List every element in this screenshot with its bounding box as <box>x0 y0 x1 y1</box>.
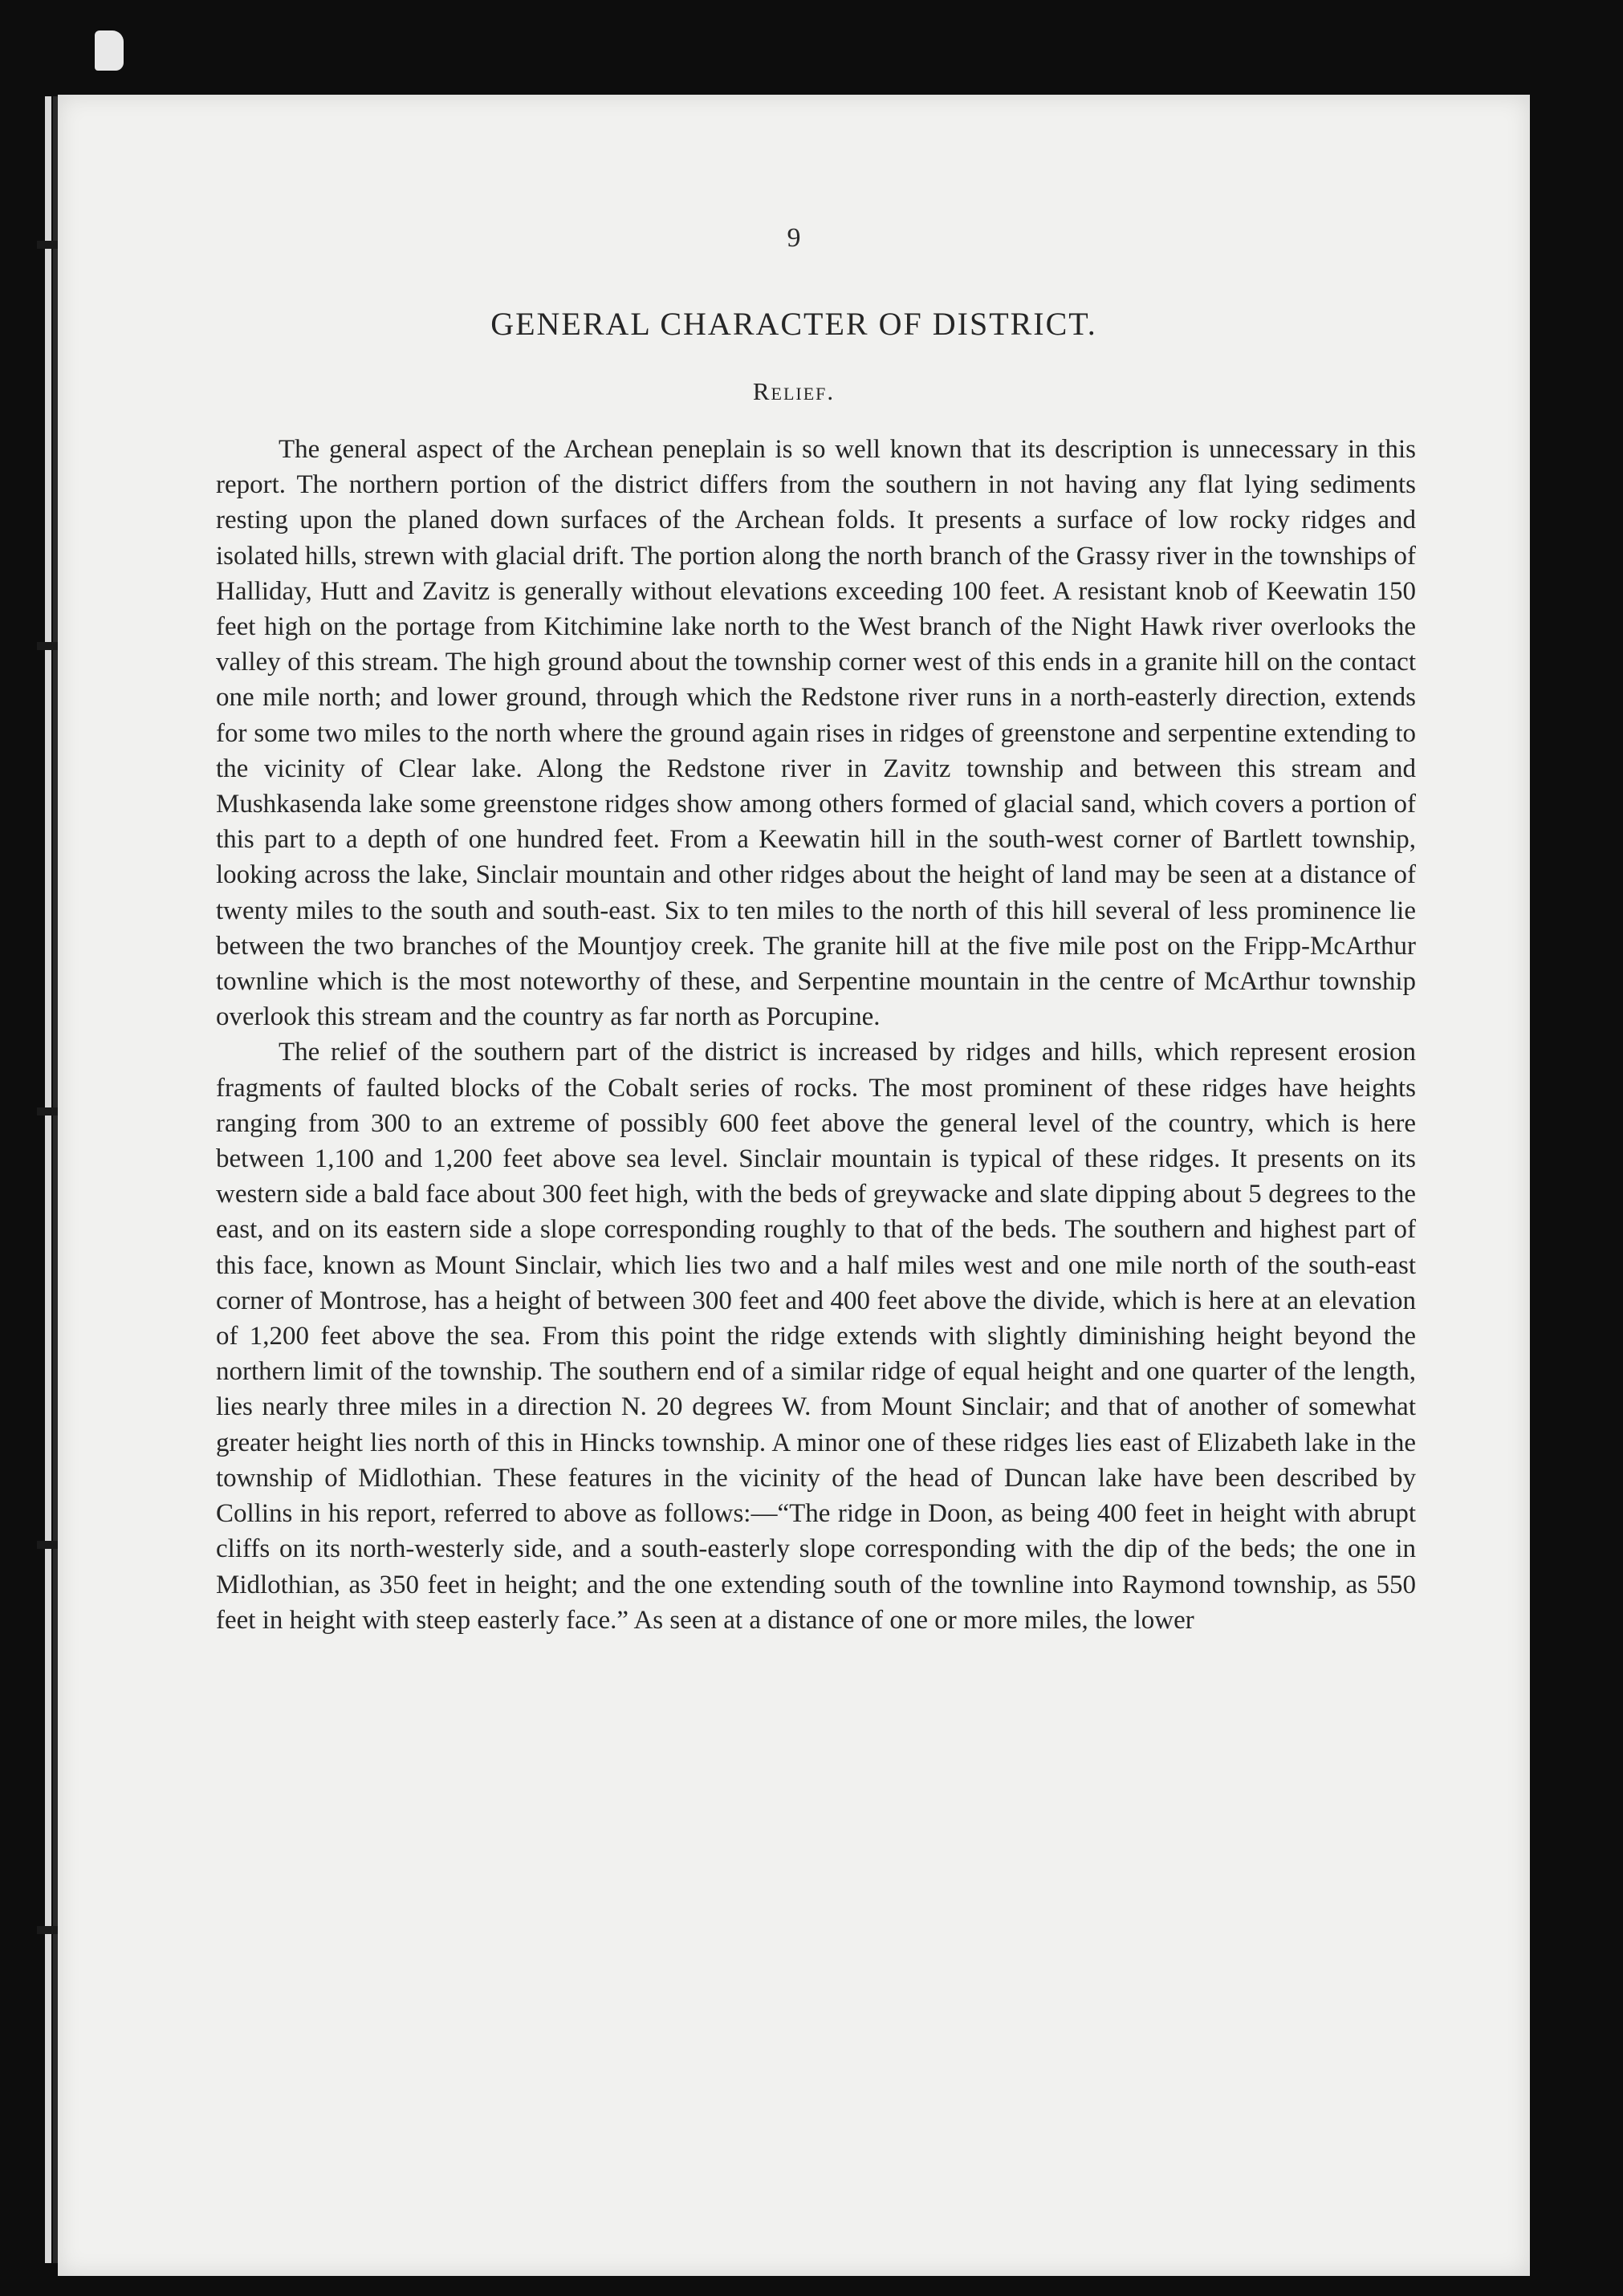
document-page <box>58 95 1530 2276</box>
binding-rail <box>45 96 51 2263</box>
paragraph: The relief of the southern part of the district is increased by ridges and hills, which represent erosion fragments of faulted blocks of the Cobalt series of rocks. The most prominent of these ridges have heights ranging from 300 to an extreme of possibly 600 feet above the general level of the country, which is here between 1,100 and 1,200 feet above sea level. Sinclair mountain is typical of these ridges. It presents on its western side a bald face about 300 feet high, with the beds of greywacke and slate dipping about 5 degrees to the east, and on its eastern side a slope corresponding roughly to that of the beds. The southern and highest part of this face, known as Mount Sinclair, which lies two and a half miles west and one mile north of the south-east corner of Montrose, has a height of between 300 feet and 400 feet above the divide, which is here at an elevation of 1,200 feet above the sea. From this point the ridge extends with slightly diminishing height beyond the northern limit of the township. The southern end of a similar ridge of equal height and one quarter of the length, lies nearly three miles in a direction N. 20 degrees W. from Mount Sinclair; and that of another of somewhat greater height lies north of this in Hincks township. A minor one of these ridges lies east of Elizabeth lake in the township of Midlothian. These features in the vicinity of the head of Duncan lake have been described by Collins in his report, referred to above as follows:—“The ridge in Doon, as being 400 feet in height with abrupt cliffs on its north-westerly side, and a south-easterly slope corresponding with the dip of the beds; the one in Midlothian, as 350 feet in height; and the one extending south of the townline into Raymond township, as 550 feet in height with steep easterly face.” As seen at a distance of one or more miles, the lower <box>216 1038 1416 1635</box>
body-text <box>216 432 1416 1638</box>
corner-mark <box>95 30 124 71</box>
section-heading: Relief. <box>752 377 836 405</box>
page-number: 9 <box>787 223 801 253</box>
binding-edge <box>21 96 56 2263</box>
chapter-title: GENERAL CHARACTER OF DISTRICT. <box>490 306 1097 342</box>
paragraph: The general aspect of the Archean peneplain is so well known that its description is unnecessary in this report. The northern portion of the district differs from the southern in not having any flat lying sediments resting upon the planed down surfaces of the Archean folds. It presents a surface of low rocky ridges and isolated hills, strewn with glacial drift. The portion along the north branch of the Grassy river in the townships of Halliday, Hutt and Zavitz is generally without elevations exceeding 100 feet. A resistant knob of Keewatin 150 feet high on the portage from Kitchimine lake north to the West branch of the Night Hawk river overlooks the valley of this stream. The high ground about the township corner west of this ends in a granite hill on the contact one mile north; and lower ground, through which the Redstone river runs in a north-easterly direction, extends for some two miles to the north where the ground again rises in ridges of greenstone and serpentine extending to the vicinity of Clear lake. Along the Redstone river in Zavitz township and between this stream and Mushkasenda lake some greenstone ridges show among others formed of glacial sand, which covers a portion of this part to a depth of one hundred feet. From a Keewatin hill in the south-west corner of Bartlett township, looking across the lake, Sinclair mountain and other ridges about the height of land may be seen at a distance of twenty miles to the south and south-east. Six to ten miles to the north of this hill several of less prominence lie between the two branches of the Mountjoy creek. The granite hill at the five mile post on the Fripp-McArthur townline which is the most noteworthy of these, and Serpentine mountain in the centre of McArthur township overlook this stream and the country as far north as Porcupine. <box>216 435 1416 1032</box>
